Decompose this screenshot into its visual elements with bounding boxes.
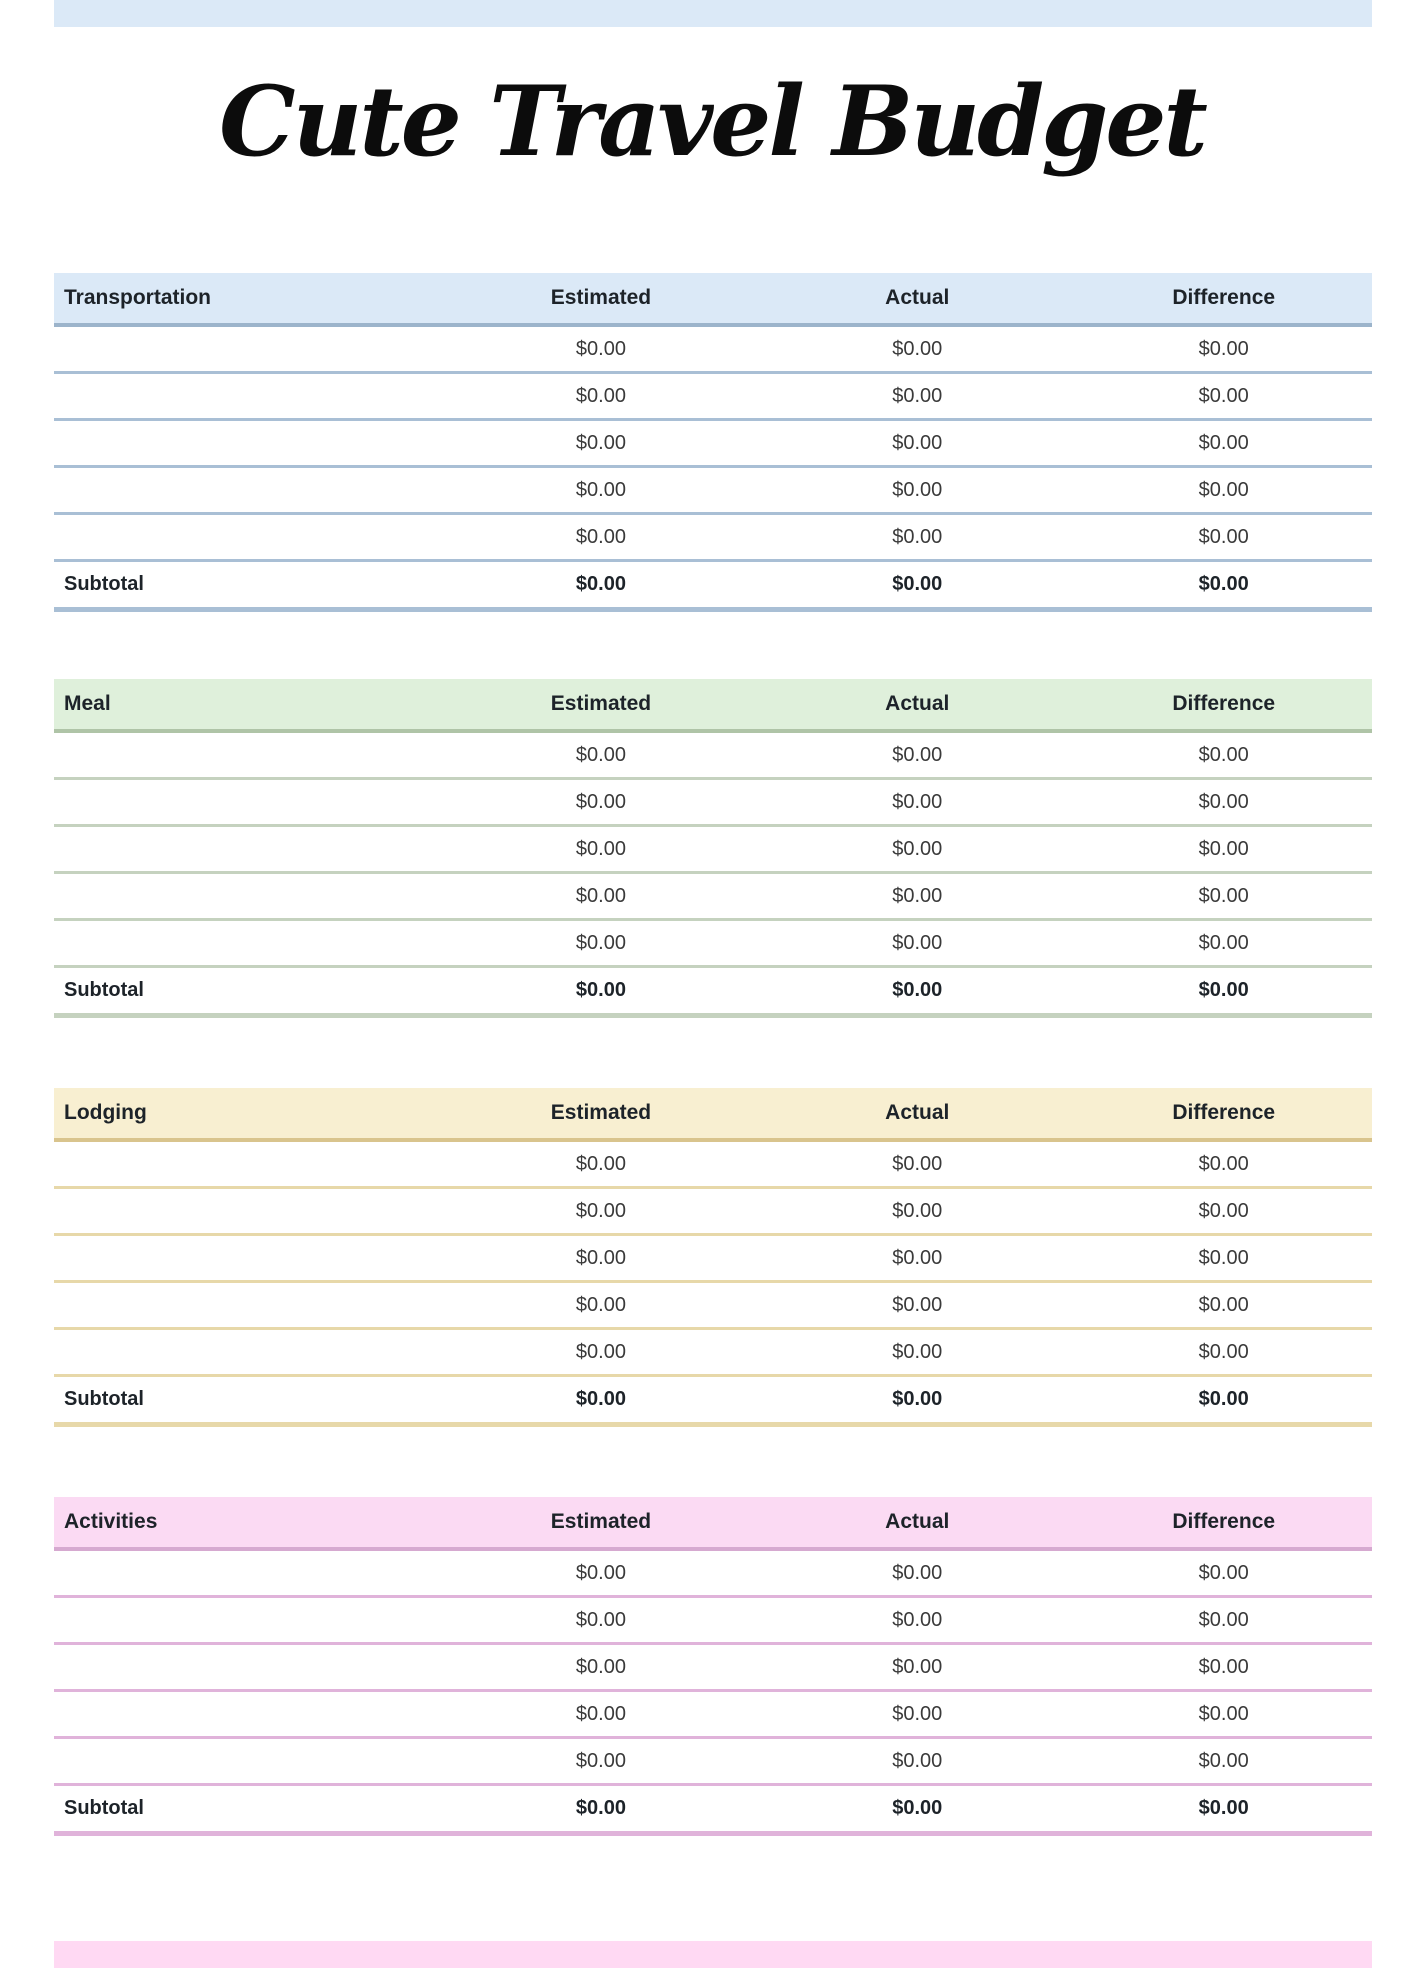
column-header-estimated: Estimated [550, 1510, 652, 1533]
actual-value: $0.00 [892, 1340, 943, 1363]
column-header-actual: Actual [885, 692, 950, 715]
table-row [54, 1739, 1372, 1786]
table-row [54, 1598, 1372, 1645]
difference-value: $0.00 [1198, 931, 1249, 954]
subtotal-row [54, 1786, 1372, 1836]
subtotal-difference: $0.00 [1198, 1388, 1249, 1410]
difference-value: $0.00 [1198, 1340, 1249, 1363]
table-row [54, 921, 1372, 968]
table-row [54, 1551, 1372, 1598]
table-row [54, 1645, 1372, 1692]
budget-table-activities [54, 1497, 1372, 1836]
budget-table-lodging [54, 1088, 1372, 1427]
column-header-actual: Actual [885, 1510, 950, 1533]
difference-value: $0.00 [1198, 1246, 1249, 1269]
subtotal-label: Subtotal [64, 979, 144, 1001]
difference-value: $0.00 [1198, 337, 1249, 360]
column-header-difference: Difference [1172, 692, 1276, 715]
table-row [54, 1142, 1372, 1189]
difference-value: $0.00 [1198, 1749, 1249, 1772]
subtotal-estimated: $0.00 [575, 1797, 626, 1819]
estimated-value: $0.00 [575, 743, 626, 766]
actual-value: $0.00 [892, 1199, 943, 1222]
budget-table-transportation [54, 273, 1372, 612]
subtotal-difference: $0.00 [1198, 1797, 1249, 1819]
column-header-difference: Difference [1172, 1510, 1276, 1533]
estimated-value: $0.00 [575, 1152, 626, 1175]
table-header-row [54, 1088, 1372, 1142]
estimated-value: $0.00 [575, 1561, 626, 1584]
page-title: Cute Travel Budget [219, 65, 1205, 178]
table-row [54, 1283, 1372, 1330]
estimated-value: $0.00 [575, 1655, 626, 1678]
column-header-estimated: Estimated [550, 1101, 652, 1124]
table-row [54, 327, 1372, 374]
difference-value: $0.00 [1198, 743, 1249, 766]
subtotal-label: Subtotal [64, 1388, 144, 1410]
actual-value: $0.00 [892, 1246, 943, 1269]
difference-value: $0.00 [1198, 1608, 1249, 1631]
estimated-value: $0.00 [575, 1199, 626, 1222]
table-category-label: Lodging [64, 1101, 147, 1124]
table-row [54, 874, 1372, 921]
difference-value: $0.00 [1198, 431, 1249, 454]
difference-value: $0.00 [1198, 1702, 1249, 1725]
estimated-value: $0.00 [575, 384, 626, 407]
table-category-label: Meal [64, 692, 111, 715]
difference-value: $0.00 [1198, 1655, 1249, 1678]
table-header-row [54, 273, 1372, 327]
actual-value: $0.00 [892, 384, 943, 407]
subtotal-row [54, 968, 1372, 1018]
estimated-value: $0.00 [575, 1749, 626, 1772]
table-row [54, 1330, 1372, 1377]
subtotal-estimated: $0.00 [575, 1388, 626, 1410]
actual-value: $0.00 [892, 743, 943, 766]
table-row [54, 1189, 1372, 1236]
actual-value: $0.00 [892, 1293, 943, 1316]
table-header-row [54, 679, 1372, 733]
subtotal-estimated: $0.00 [575, 979, 626, 1001]
subtotal-difference: $0.00 [1198, 979, 1249, 1001]
table-row [54, 468, 1372, 515]
column-header-actual: Actual [885, 1101, 950, 1124]
actual-value: $0.00 [892, 337, 943, 360]
estimated-value: $0.00 [575, 431, 626, 454]
estimated-value: $0.00 [575, 837, 626, 860]
estimated-value: $0.00 [575, 931, 626, 954]
actual-value: $0.00 [892, 525, 943, 548]
subtotal-label: Subtotal [64, 573, 144, 595]
table-category-label: Transportation [64, 286, 212, 309]
estimated-value: $0.00 [575, 337, 626, 360]
subtotal-row [54, 562, 1372, 612]
subtotal-actual: $0.00 [892, 1797, 943, 1819]
estimated-value: $0.00 [575, 525, 626, 548]
top-accent-bar [54, 0, 1372, 27]
actual-value: $0.00 [892, 1655, 943, 1678]
actual-value: $0.00 [892, 884, 943, 907]
difference-value: $0.00 [1198, 478, 1249, 501]
subtotal-estimated: $0.00 [575, 573, 626, 595]
difference-value: $0.00 [1198, 790, 1249, 813]
actual-value: $0.00 [892, 431, 943, 454]
difference-value: $0.00 [1198, 1293, 1249, 1316]
actual-value: $0.00 [892, 931, 943, 954]
actual-value: $0.00 [892, 837, 943, 860]
estimated-value: $0.00 [575, 1246, 626, 1269]
actual-value: $0.00 [892, 478, 943, 501]
table-row [54, 1236, 1372, 1283]
subtotal-actual: $0.00 [892, 979, 943, 1001]
table-row [54, 827, 1372, 874]
difference-value: $0.00 [1198, 1199, 1249, 1222]
subtotal-actual: $0.00 [892, 573, 943, 595]
difference-value: $0.00 [1198, 1561, 1249, 1584]
estimated-value: $0.00 [575, 884, 626, 907]
actual-value: $0.00 [892, 1702, 943, 1725]
difference-value: $0.00 [1198, 837, 1249, 860]
actual-value: $0.00 [892, 1152, 943, 1175]
table-row [54, 1692, 1372, 1739]
difference-value: $0.00 [1198, 384, 1249, 407]
table-category-label: Activities [64, 1510, 158, 1533]
column-header-estimated: Estimated [550, 692, 652, 715]
table-header-row [54, 1497, 1372, 1551]
actual-value: $0.00 [892, 1608, 943, 1631]
estimated-value: $0.00 [575, 1702, 626, 1725]
difference-value: $0.00 [1198, 884, 1249, 907]
estimated-value: $0.00 [575, 478, 626, 501]
table-row [54, 374, 1372, 421]
table-row [54, 780, 1372, 827]
difference-value: $0.00 [1198, 1152, 1249, 1175]
actual-value: $0.00 [892, 790, 943, 813]
column-header-estimated: Estimated [550, 286, 652, 309]
table-row [54, 733, 1372, 780]
column-header-difference: Difference [1172, 1101, 1276, 1124]
actual-value: $0.00 [892, 1749, 943, 1772]
estimated-value: $0.00 [575, 1293, 626, 1316]
subtotal-actual: $0.00 [892, 1388, 943, 1410]
column-header-difference: Difference [1172, 286, 1276, 309]
table-row [54, 421, 1372, 468]
table-row [54, 515, 1372, 562]
estimated-value: $0.00 [575, 1340, 626, 1363]
difference-value: $0.00 [1198, 525, 1249, 548]
estimated-value: $0.00 [575, 790, 626, 813]
estimated-value: $0.00 [575, 1608, 626, 1631]
column-header-actual: Actual [885, 286, 950, 309]
budget-table-meal [54, 679, 1372, 1018]
actual-value: $0.00 [892, 1561, 943, 1584]
subtotal-difference: $0.00 [1198, 573, 1249, 595]
subtotal-label: Subtotal [64, 1797, 144, 1819]
subtotal-row [54, 1377, 1372, 1427]
bottom-accent-bar [54, 1941, 1372, 1968]
